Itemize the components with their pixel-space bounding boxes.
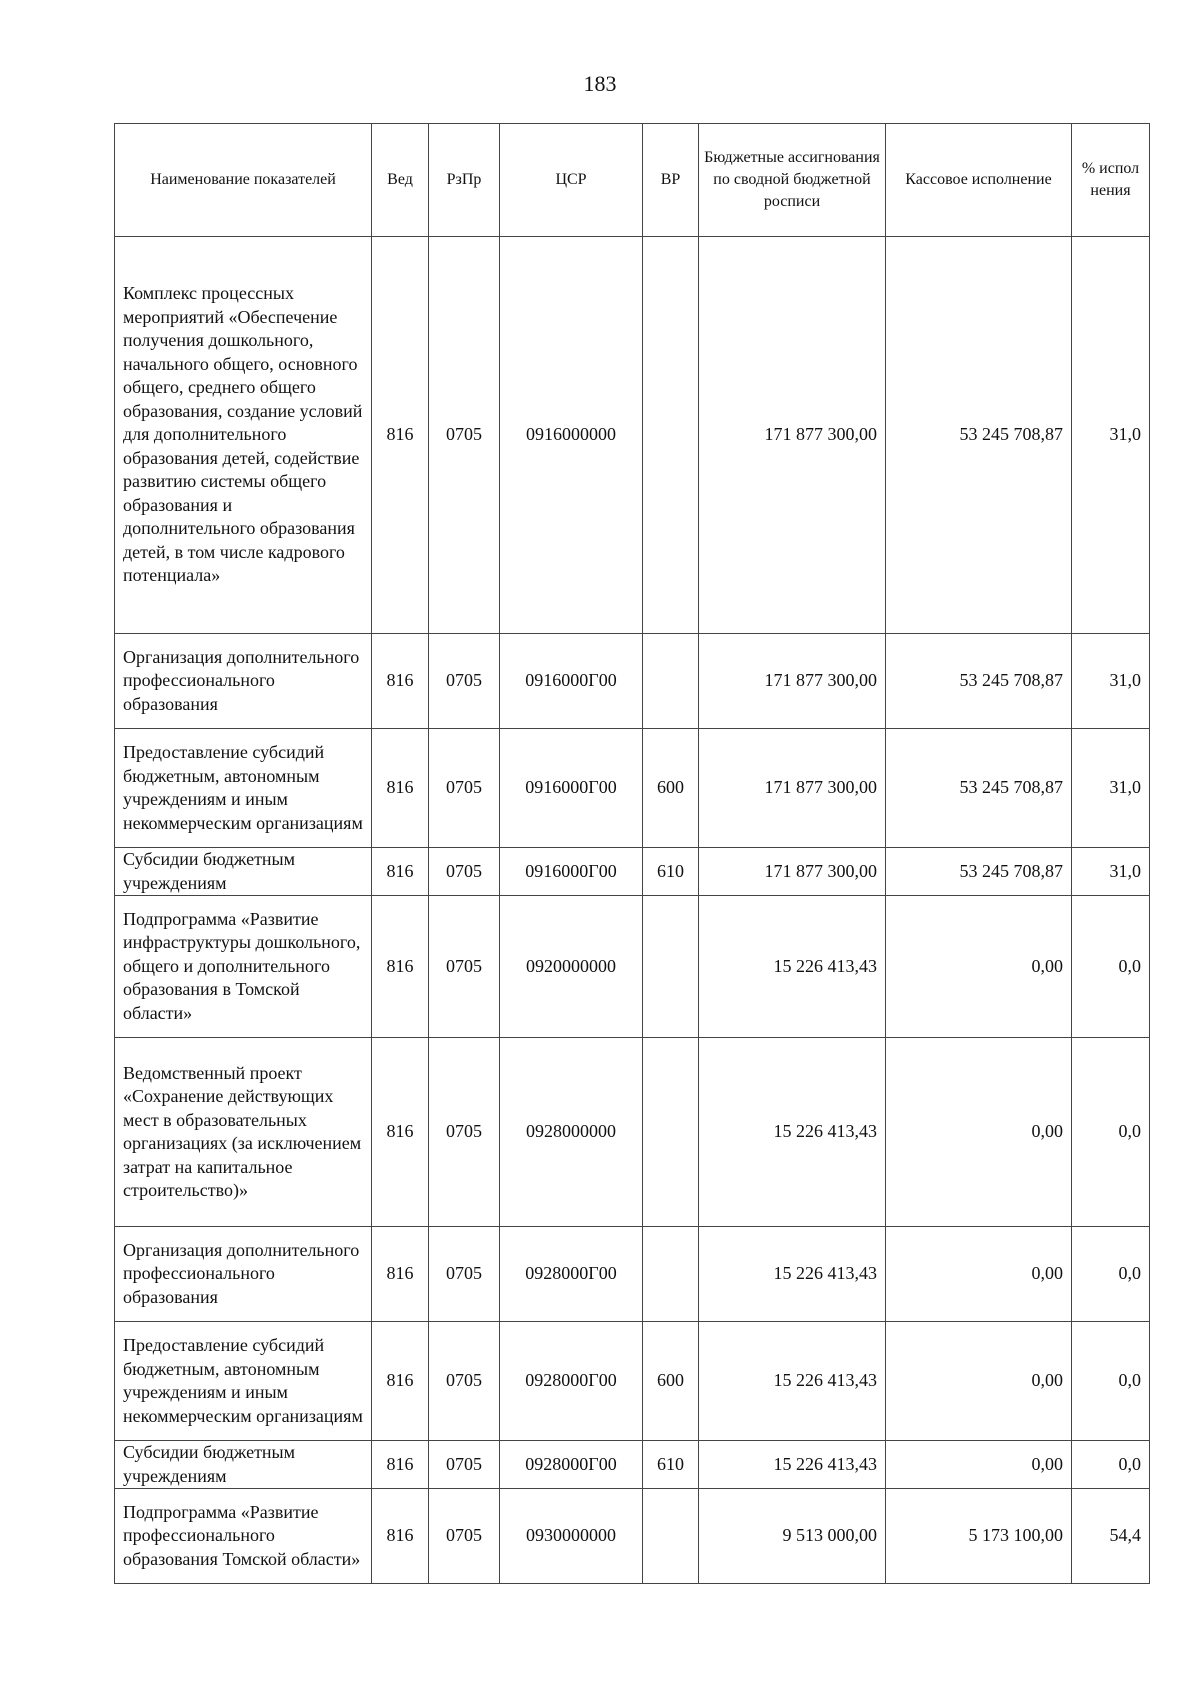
cell-vr — [643, 237, 699, 634]
cell-ved: 816 — [372, 634, 429, 729]
header-percent: % испол нения — [1072, 124, 1150, 237]
table-row — [115, 1322, 1150, 1441]
table-row — [115, 1038, 1150, 1227]
cell-csr: 0928000Г00 — [500, 1227, 643, 1322]
cell-execution: 0,00 — [886, 1038, 1072, 1227]
cell-name: Комплекс процессных мероприятий «Обеспечение получения дошкольного, начального общего, основного общего, среднего общего образования, создание условий для дополнительного образования детей, содействие развитию системы общего образования и дополнительного образования детей, в том числе кадрового потенциала» — [115, 237, 372, 634]
cell-name: Предоставление субсидий бюджетным, автономным учреждениям и иным некоммерческим организациям — [115, 1322, 372, 1441]
table-row — [115, 1489, 1150, 1584]
cell-execution: 0,00 — [886, 1441, 1072, 1489]
cell-rzpr: 0705 — [429, 1322, 500, 1441]
cell-execution: 53 245 708,87 — [886, 237, 1072, 634]
cell-allocations: 15 226 413,43 — [699, 1038, 886, 1227]
cell-execution: 5 173 100,00 — [886, 1489, 1072, 1584]
cell-csr: 0930000000 — [500, 1489, 643, 1584]
cell-execution: 53 245 708,87 — [886, 634, 1072, 729]
cell-percent: 0,0 — [1072, 1227, 1150, 1322]
header-execution: Кассовое исполнение — [886, 124, 1072, 237]
cell-rzpr: 0705 — [429, 634, 500, 729]
cell-vr — [643, 1227, 699, 1322]
cell-vr: 610 — [643, 1441, 699, 1489]
page-number: 183 — [583, 71, 617, 96]
cell-allocations: 171 877 300,00 — [699, 634, 886, 729]
table-row — [115, 634, 1150, 729]
cell-allocations: 15 226 413,43 — [699, 1322, 886, 1441]
cell-ved: 816 — [372, 237, 429, 634]
cell-rzpr: 0705 — [429, 1441, 500, 1489]
cell-rzpr: 0705 — [429, 848, 500, 896]
cell-name: Субсидии бюджетным учреждениям — [115, 1441, 372, 1489]
table-header-row — [115, 124, 1150, 237]
cell-rzpr: 0705 — [429, 1038, 500, 1227]
table-row — [115, 1441, 1150, 1489]
header-ved: Вед — [372, 124, 429, 237]
cell-rzpr: 0705 — [429, 729, 500, 848]
cell-vr — [643, 1038, 699, 1227]
cell-name: Организация дополнительного профессионального образования — [115, 634, 372, 729]
cell-vr: 610 — [643, 848, 699, 896]
cell-percent: 0,0 — [1072, 896, 1150, 1038]
header-allocations: Бюджетные ассигнования по сводной бюджетной росписи — [699, 124, 886, 237]
cell-csr: 0928000Г00 — [500, 1441, 643, 1489]
cell-ved: 816 — [372, 729, 429, 848]
cell-name: Подпрограмма «Развитие профессионального образования Томской области» — [115, 1489, 372, 1584]
cell-rzpr: 0705 — [429, 1227, 500, 1322]
cell-execution: 0,00 — [886, 1227, 1072, 1322]
cell-rzpr: 0705 — [429, 237, 500, 634]
cell-percent: 31,0 — [1072, 729, 1150, 848]
cell-csr: 0928000Г00 — [500, 1322, 643, 1441]
cell-vr: 600 — [643, 1322, 699, 1441]
cell-vr: 600 — [643, 729, 699, 848]
cell-csr: 0920000000 — [500, 896, 643, 1038]
cell-allocations: 9 513 000,00 — [699, 1489, 886, 1584]
cell-percent: 54,4 — [1072, 1489, 1150, 1584]
cell-execution: 53 245 708,87 — [886, 848, 1072, 896]
cell-ved: 816 — [372, 1038, 429, 1227]
cell-csr: 0916000000 — [500, 237, 643, 634]
cell-percent: 0,0 — [1072, 1441, 1150, 1489]
cell-percent: 31,0 — [1072, 237, 1150, 634]
cell-allocations: 171 877 300,00 — [699, 237, 886, 634]
header-csr: ЦСР — [500, 124, 643, 237]
cell-vr — [643, 896, 699, 1038]
cell-execution: 53 245 708,87 — [886, 729, 1072, 848]
cell-vr — [643, 634, 699, 729]
cell-percent: 0,0 — [1072, 1038, 1150, 1227]
cell-rzpr: 0705 — [429, 1489, 500, 1584]
cell-percent: 0,0 — [1072, 1322, 1150, 1441]
cell-allocations: 171 877 300,00 — [699, 729, 886, 848]
cell-ved: 816 — [372, 1489, 429, 1584]
cell-percent: 31,0 — [1072, 634, 1150, 729]
cell-csr: 0916000Г00 — [500, 848, 643, 896]
header-name: Наименование показателей — [115, 124, 372, 237]
cell-allocations: 171 877 300,00 — [699, 848, 886, 896]
cell-ved: 816 — [372, 1227, 429, 1322]
cell-name: Субсидии бюджетным учреждениям — [115, 848, 372, 896]
cell-execution: 0,00 — [886, 896, 1072, 1038]
table-row — [115, 1227, 1150, 1322]
cell-ved: 816 — [372, 848, 429, 896]
cell-ved: 816 — [372, 1441, 429, 1489]
cell-csr: 0916000Г00 — [500, 634, 643, 729]
table-row — [115, 896, 1150, 1038]
cell-csr: 0916000Г00 — [500, 729, 643, 848]
cell-name: Ведомственный проект «Сохранение действующих мест в образовательных организациях (за исключением затрат на капитальное строительство)» — [115, 1038, 372, 1227]
cell-vr — [643, 1489, 699, 1584]
cell-allocations: 15 226 413,43 — [699, 896, 886, 1038]
cell-allocations: 15 226 413,43 — [699, 1227, 886, 1322]
cell-name: Подпрограмма «Развитие инфраструктуры дошкольного, общего и дополнительного образования в Томской области» — [115, 896, 372, 1038]
cell-name: Организация дополнительного профессионального образования — [115, 1227, 372, 1322]
cell-percent: 31,0 — [1072, 848, 1150, 896]
header-rzpr: РзПр — [429, 124, 500, 237]
cell-ved: 816 — [372, 896, 429, 1038]
cell-allocations: 15 226 413,43 — [699, 1441, 886, 1489]
cell-ved: 816 — [372, 1322, 429, 1441]
table-row — [115, 729, 1150, 848]
table-row — [115, 237, 1150, 634]
cell-rzpr: 0705 — [429, 896, 500, 1038]
cell-csr: 0928000000 — [500, 1038, 643, 1227]
budget-execution-table — [114, 123, 1150, 1584]
cell-execution: 0,00 — [886, 1322, 1072, 1441]
header-vr: ВР — [643, 124, 699, 237]
table-row — [115, 848, 1150, 896]
cell-name: Предоставление субсидий бюджетным, автономным учреждениям и иным некоммерческим организациям — [115, 729, 372, 848]
